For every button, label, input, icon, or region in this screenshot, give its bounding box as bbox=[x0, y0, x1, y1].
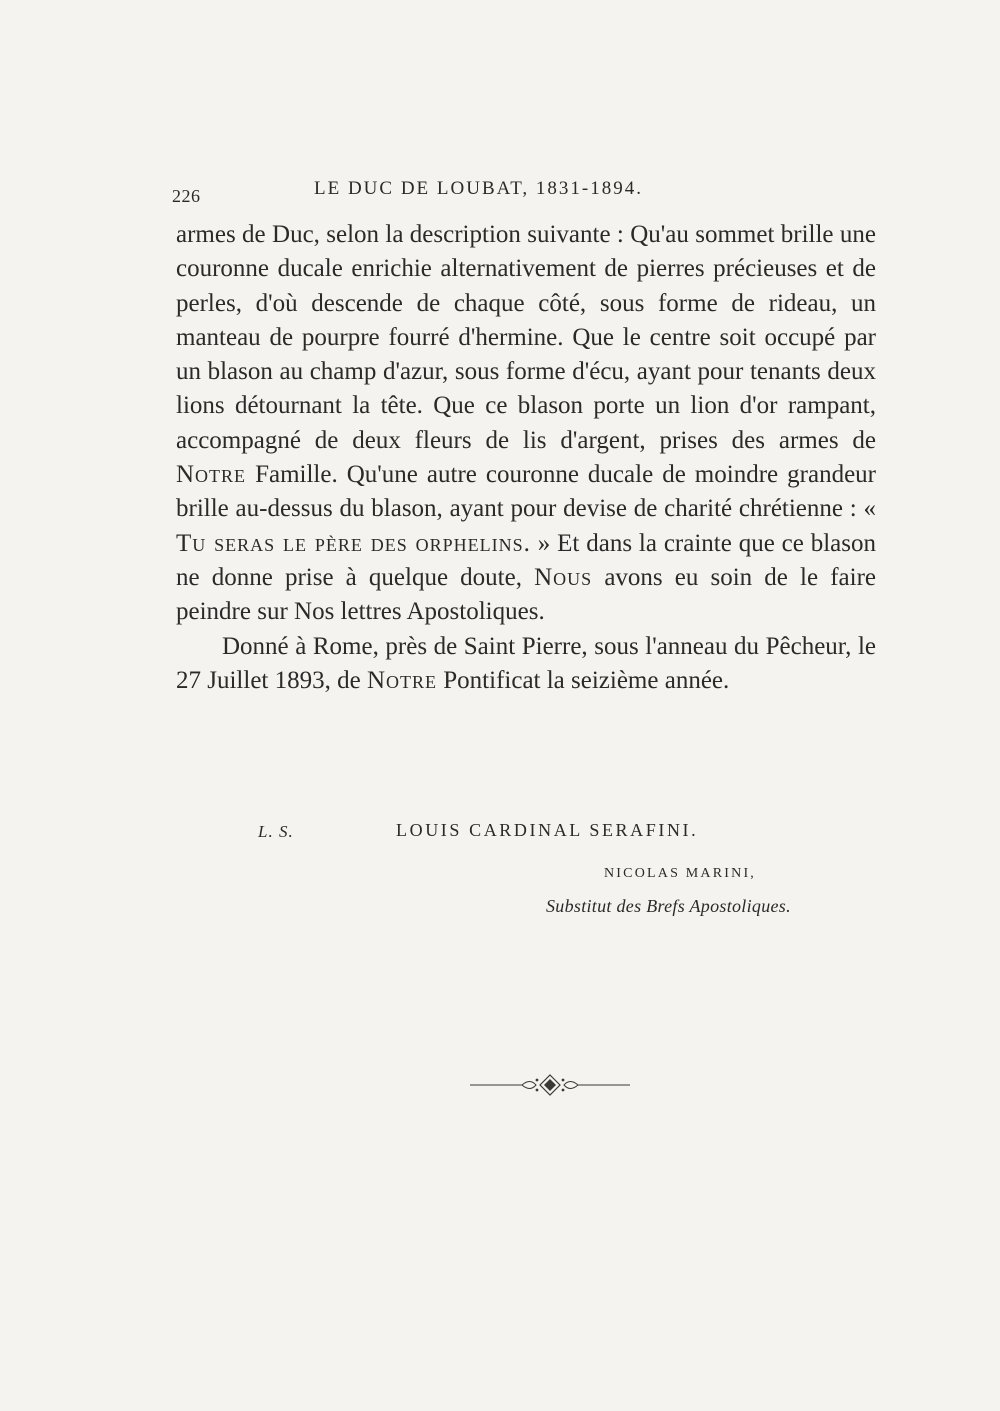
text-run: Famille. Qu'une autre couronne ducale de moindre grandeur brille au-dessus du blason, ayant pour devise de charité chrétienne : « bbox=[176, 461, 876, 523]
small-caps-run: Notre bbox=[176, 461, 247, 489]
ornament-divider-icon bbox=[470, 1072, 630, 1098]
secondary-signatory: NICOLAS MARINI, bbox=[604, 866, 756, 881]
running-title: LE DUC DE LOUBAT, 1831-1894. bbox=[314, 178, 644, 199]
motto-small-caps: Tu seras le père des orphelins. bbox=[176, 529, 531, 557]
signatory-name: LOUIS CARDINAL SERAFINI. bbox=[396, 820, 699, 840]
small-caps-run: Notre bbox=[366, 666, 438, 694]
body-text bbox=[176, 218, 876, 698]
text-run: avons eu soin de le faire peindre sur Nos lettres Apostoliques. bbox=[176, 563, 876, 626]
text-run: » Et dans la crainte que ce blason ne donne prise à quelque doute, bbox=[176, 529, 876, 591]
small-caps-run: Nous bbox=[534, 563, 593, 591]
text-run: Pontificat la seizième année. bbox=[437, 666, 730, 694]
text-run: Donné à Rome, près de Saint Pierre, sous l'anneau du Pêcheur, le 27 Juillet 1893, de bbox=[176, 632, 876, 694]
seal-mark: L. S. bbox=[258, 822, 294, 841]
paragraph-2 bbox=[176, 630, 876, 699]
paragraph-1 bbox=[176, 218, 876, 630]
text-run: armes de Duc, selon la description suivante : Qu'au sommet brille une couronne ducale enrichie alternativement de pierres précieuses et de perles, d'où descende de chaque côté, sous forme de rideau, un manteau de pourpre fourré d'hermine. Que le centre soit occupé par un blason au champ d'azur, sous forme d'écu, ayant pour tenants deux lions détournant la tête. Que ce blason porte un lion d'or rampant, accompagné de deux fleurs de lis d'argent, prises des armes de bbox=[176, 221, 876, 454]
signatory-role: Substitut des Brefs Apostoliques. bbox=[546, 896, 791, 916]
page-header bbox=[172, 176, 882, 212]
page-number: 226 bbox=[172, 186, 201, 206]
